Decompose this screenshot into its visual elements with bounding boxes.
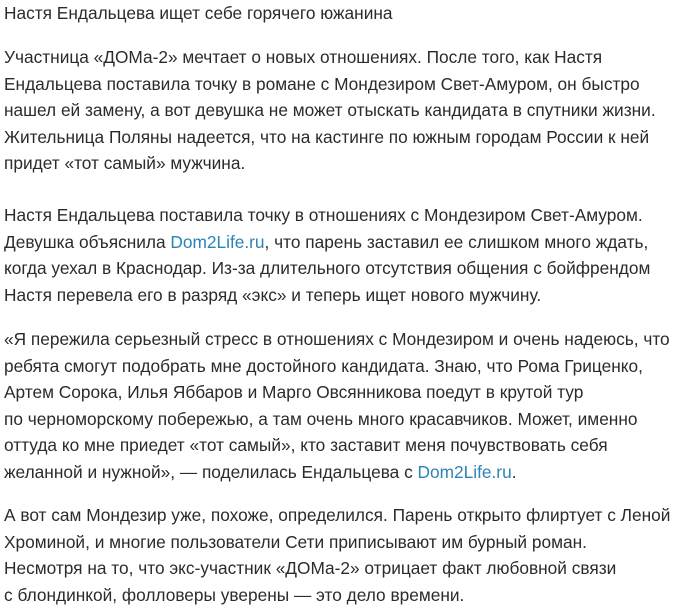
text-line — [4, 555, 670, 582]
text-line — [4, 71, 656, 98]
text-line — [4, 97, 656, 124]
paragraph-mondezir — [4, 502, 670, 608]
source-link[interactable]: Dom2Life.ru — [418, 462, 512, 482]
text-line — [4, 124, 656, 151]
text-line — [4, 202, 650, 229]
text-segment: нашел ей замену, а вот девушка не может отыскать кандидата в спутники жизни. — [4, 100, 656, 120]
text-line — [4, 229, 650, 256]
text-segment: Ендальцева поставила точку в романе с Мондезиром Свет-Амуром, он быстро — [4, 74, 640, 94]
text-segment: желанной и нужной», — поделилась Ендальцева с — [4, 462, 418, 482]
text-line — [4, 150, 656, 177]
text-segment: Артем Сорока, Илья Яббаров и Марго Овсянникова поедут в крутой тур — [4, 382, 583, 402]
text-line — [4, 432, 670, 459]
text-segment: Жительница Поляны надеется, что на кастинге по южным городам России к ней — [4, 127, 649, 147]
text-segment: Девушка объяснила — [4, 232, 170, 252]
text-segment: Настя Ендальцева поставила точку в отношениях с Мондезиром Свет-Амуром. — [4, 205, 643, 225]
text-line — [4, 44, 656, 71]
text-segment: когда уехал в Краснодар. Из-за длительного отсутствия общения с бойфрендом — [4, 258, 650, 278]
text-segment: . — [512, 462, 517, 482]
text-segment: Хроминой, и многие пользователи Сети приписывают им бурный роман. — [4, 532, 587, 552]
text-segment: А вот сам Мондезир уже, похоже, определился. Парень открыто флиртует с Леной — [4, 505, 670, 525]
text-line — [4, 379, 670, 406]
text-segment: Несмотря на то, что экс-участник «ДОМа-2» отрицает факт любовной связи — [4, 558, 616, 578]
text-segment: оттуда ко мне приедет «тот самый», кто заставит меня почувствовать себя — [4, 435, 608, 455]
source-link[interactable]: Dom2Life.ru — [170, 232, 264, 252]
text-segment: Настя перевела его в разряд «экс» и теперь ищет нового мужчину. — [4, 285, 541, 305]
paragraph-breakup — [4, 202, 650, 308]
paragraph-quote — [4, 326, 670, 485]
text-line — [4, 529, 670, 556]
text-line — [4, 406, 670, 433]
text-segment: Участница «ДОМа-2» мечтает о новых отношениях. После того, как Настя — [4, 47, 602, 67]
text-segment: «Я пережила серьезный стресс в отношениях с Мондезиром и очень надеюсь, что — [4, 329, 670, 349]
text-segment: по черноморскому побережью, а там очень много красавчиков. Может, именно — [4, 409, 638, 429]
text-segment: с блондинкой, фолловеры уверены — это дело времени. — [4, 585, 464, 605]
article-title: Настя Ендальцева ищет себе горячего южанина — [4, 0, 393, 27]
text-line — [4, 459, 670, 486]
text-line — [4, 502, 670, 529]
paragraph-intro — [4, 44, 656, 177]
text-line — [4, 326, 670, 353]
text-line — [4, 255, 650, 282]
text-line — [4, 582, 670, 608]
text-line — [4, 353, 670, 380]
text-segment: , что парень заставил ее слишком много ждать, — [265, 232, 649, 252]
text-line — [4, 282, 650, 309]
text-segment: придет «тот самый» мужчина. — [4, 153, 245, 173]
text-segment: ребята смогут подобрать мне достойного кандидата. Знаю, что Рома Гриценко, — [4, 356, 643, 376]
